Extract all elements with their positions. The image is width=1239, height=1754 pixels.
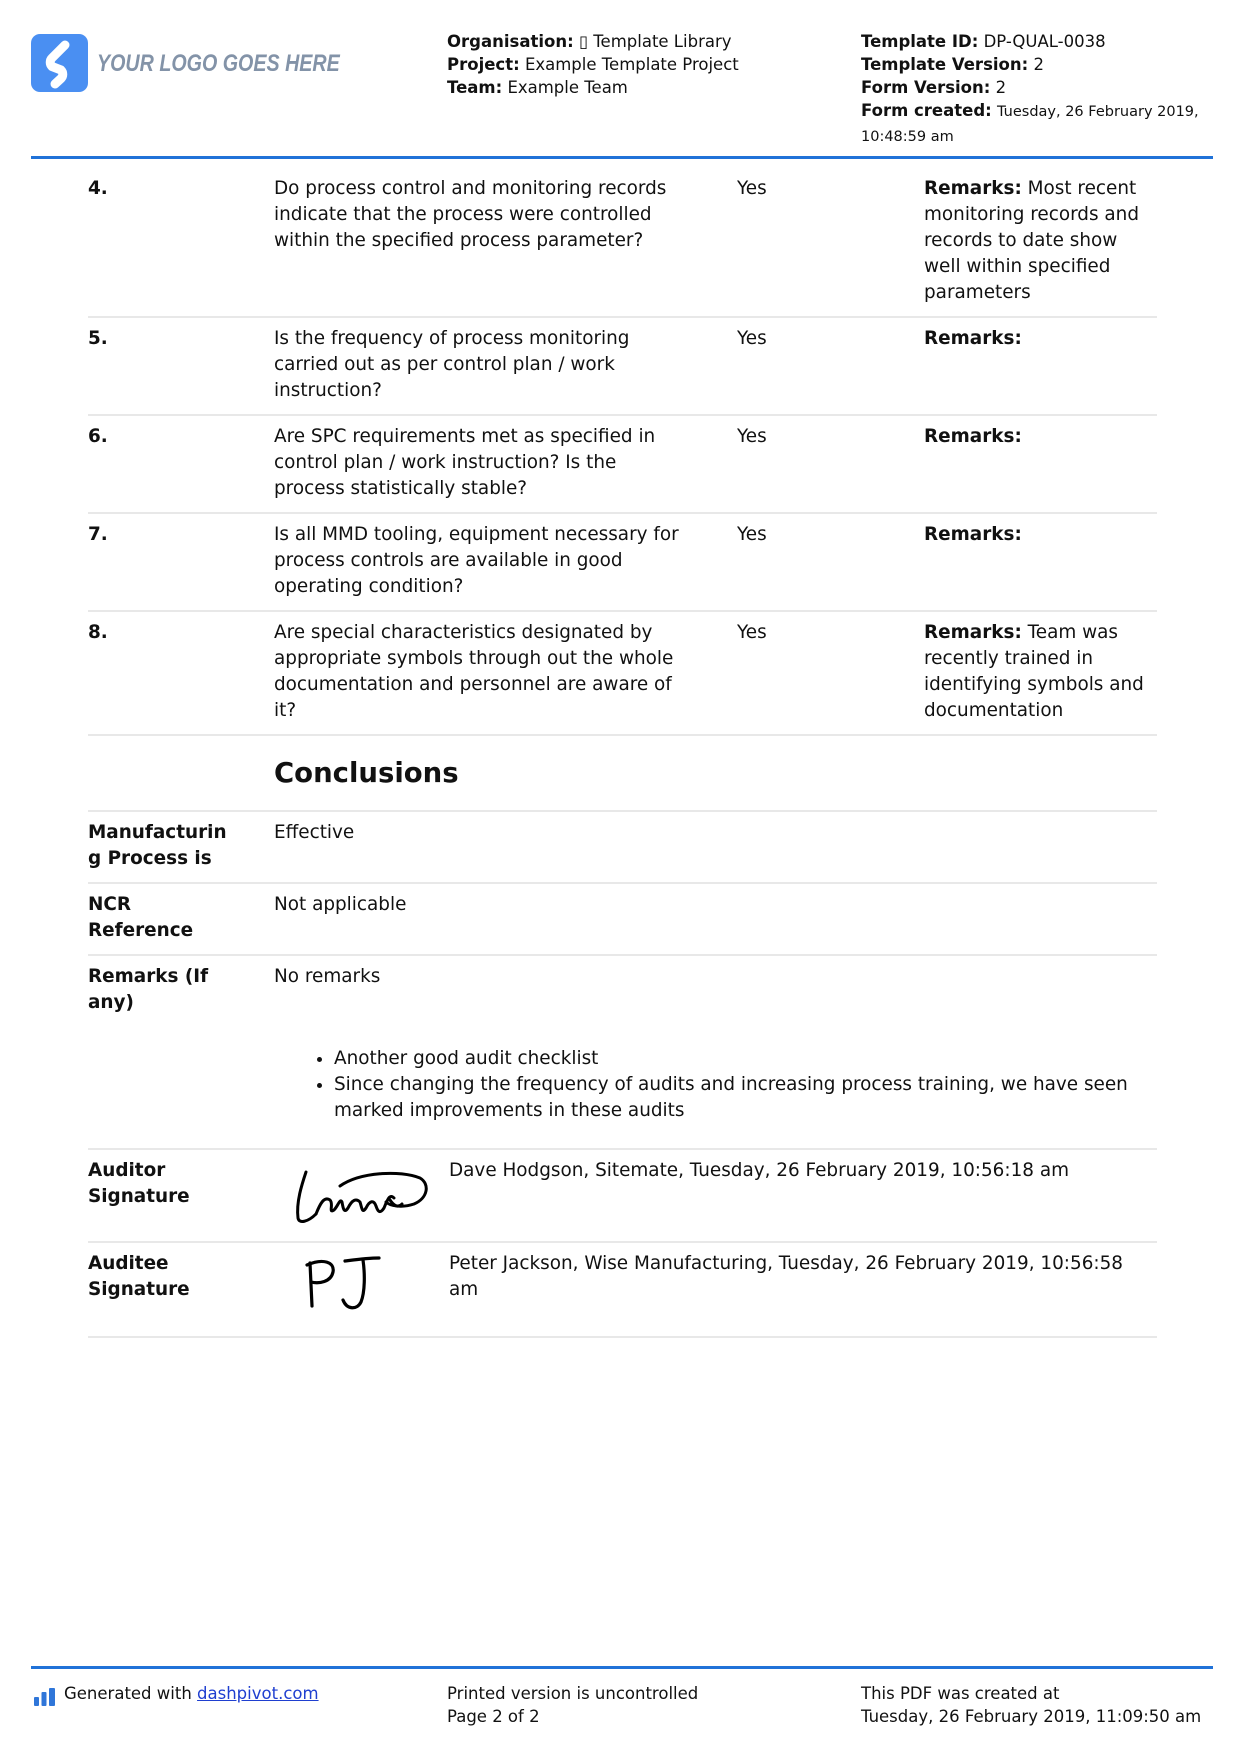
item-answer: Yes [737, 622, 767, 643]
conclusion-field-row [88, 884, 1157, 956]
organisation-line [447, 30, 847, 53]
pdf-created-label: This PDF was created at [861, 1684, 1060, 1703]
form-version-value: 2 [995, 78, 1007, 97]
item-question: Is all MMD tooling, equipment necessary for process controls are available in good operating condition? [274, 524, 679, 597]
remarks-label: Remarks: [924, 328, 1022, 349]
item-remarks [924, 176, 1152, 306]
logo-mark-icon [31, 34, 88, 92]
project-value: Example Template Project [524, 55, 739, 74]
item-number: 6. [88, 426, 108, 447]
item-question: Is the frequency of process monitoring carried out as per control plan / work instruction? [274, 328, 630, 401]
item-answer: Yes [737, 426, 767, 447]
organisation-label: Organisation: [447, 32, 574, 51]
team-line [447, 76, 847, 99]
signature-details: Dave Hodgson, Sitemate, Tuesday, 26 February 2019, 10:56:18 am [449, 1160, 1070, 1181]
header-divider [31, 156, 1213, 159]
template-version-line [861, 53, 1213, 76]
remarks-label: Remarks: [924, 178, 1022, 199]
remarks-text: Team was recently trained in identifying symbols and documentation [924, 622, 1144, 721]
conclusion-field-row [88, 812, 1157, 884]
item-question: Are special characteristics designated by appropriate symbols through out the whole documentation and personnel are aware of it? [274, 622, 674, 721]
generated-label: Generated with [64, 1684, 192, 1703]
notes-list [274, 1046, 1157, 1124]
form-created-label: Form created: [861, 101, 992, 120]
item-remarks [924, 620, 1152, 724]
checklist-row [88, 318, 1157, 416]
footer-created-info [861, 1682, 1213, 1728]
auditee-signature-row [88, 1243, 1157, 1338]
signature-label: Auditee Signature [88, 1253, 190, 1300]
project-line [447, 53, 847, 76]
note-item: • Another good audit checklist [334, 1046, 1157, 1072]
audit-checklist-table [88, 168, 1157, 1338]
project-label: Project: [447, 55, 520, 74]
pdf-created-value: Tuesday, 26 February 2019, 11:09:50 am [861, 1707, 1202, 1726]
conclusions-heading-row [88, 736, 1157, 812]
page-number: Page 2 of 2 [447, 1707, 540, 1726]
signature-details: Peter Jackson, Wise Manufacturing, Tuesday, 26 February 2019, 10:56:58 am [449, 1253, 1123, 1300]
checklist-row [88, 514, 1157, 612]
auditor-signature-image [290, 1164, 430, 1226]
signature-label: Auditor Signature [88, 1160, 190, 1207]
header-project-info [447, 30, 847, 99]
item-number: 4. [88, 178, 108, 199]
form-version-label: Form Version: [861, 78, 991, 97]
field-value: Not applicable [274, 894, 407, 915]
conclusions-heading: Conclusions [274, 757, 459, 789]
field-label: Remarks (If any) [88, 966, 209, 1013]
remarks-text: Most recent monitoring records and records to date show well within specified parameters [924, 178, 1140, 303]
form-version-line [861, 76, 1213, 99]
organisation-value: ▯ Template Library [578, 32, 732, 51]
logo-text: YOUR LOGO GOES HERE [97, 50, 340, 77]
checklist-row [88, 612, 1157, 736]
auditee-signature-image [301, 1254, 385, 1312]
remarks-label: Remarks: [924, 622, 1022, 643]
uncontrolled-note: Printed version is uncontrolled [447, 1684, 699, 1703]
auditor-signature-row [88, 1150, 1157, 1243]
item-number: 7. [88, 524, 108, 545]
item-question: Are SPC requirements met as specified in control plan / work instruction? Is the process statistically stable? [274, 426, 656, 499]
template-version-value: 2 [1033, 55, 1044, 74]
checklist-row [88, 416, 1157, 514]
checklist-row [88, 168, 1157, 318]
auditee-signature-cell [274, 1251, 449, 1326]
footer-divider [31, 1666, 1213, 1669]
header-template-info [861, 30, 1213, 149]
item-remarks [924, 326, 1152, 404]
item-answer: Yes [737, 328, 767, 349]
item-number: 5. [88, 328, 108, 349]
company-logo [31, 34, 351, 92]
form-created-value: Tuesday, 26 February 2019, 10:48:59 am [861, 104, 1199, 145]
note-item: • Since changing the frequency of audits and increasing process training, we have seen marked improvements in these audits [334, 1072, 1157, 1124]
field-label: Manufacturing Process is [88, 822, 227, 869]
field-value-block [274, 964, 1157, 1124]
remarks-label: Remarks: [924, 426, 1022, 447]
footer-print-info [447, 1682, 847, 1728]
template-id-value: DP-QUAL-0038 [983, 32, 1106, 51]
item-answer: Yes [737, 178, 767, 199]
template-version-label: Template Version: [861, 55, 1029, 74]
field-value: No remarks [274, 966, 381, 987]
item-answer: Yes [737, 524, 767, 545]
item-number: 8. [88, 622, 108, 643]
generated-text [64, 1682, 319, 1705]
template-id-label: Template ID: [861, 32, 979, 51]
form-created-line [861, 99, 1213, 149]
team-label: Team: [447, 78, 503, 97]
item-question: Do process control and monitoring records indicate that the process were controlled within the specified process parameter? [274, 178, 667, 251]
dashpivot-link[interactable]: dashpivot.com [197, 1684, 319, 1703]
conclusion-remarks-row [88, 956, 1157, 1150]
item-remarks [924, 424, 1152, 502]
field-value: Effective [274, 822, 355, 843]
template-id-line [861, 30, 1213, 53]
auditor-signature-cell [274, 1158, 449, 1231]
team-value: Example Team [507, 78, 628, 97]
bar-chart-icon [34, 1688, 56, 1706]
item-remarks [924, 522, 1152, 600]
remarks-label: Remarks: [924, 524, 1022, 545]
field-label: NCR Reference [88, 894, 194, 941]
